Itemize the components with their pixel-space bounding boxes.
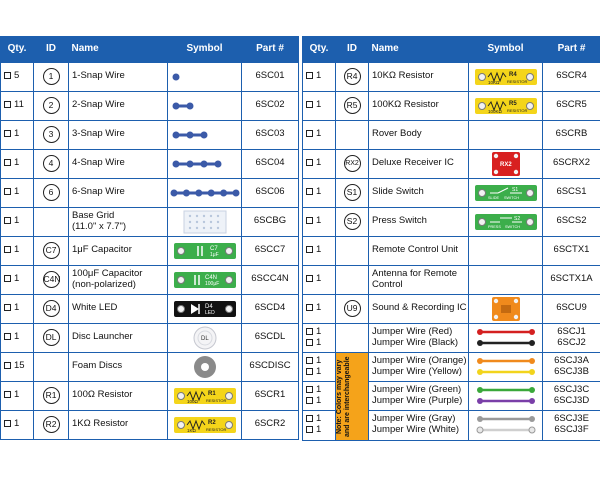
id-badge: 3: [43, 126, 60, 143]
part-name: 3-Snap Wire: [69, 120, 168, 149]
symbol-label: RESISTOR: [205, 397, 226, 403]
checkbox: [4, 275, 11, 282]
press-switch-icon: [474, 213, 538, 231]
table-row: [1, 236, 299, 265]
part-number: 6SCJ3A: [554, 354, 589, 366]
qty-value: 1: [316, 157, 322, 169]
symbol-label: R4: [508, 71, 517, 78]
snap4-icon: [170, 158, 240, 170]
qty-value: 1: [14, 302, 20, 314]
checkbox: [306, 275, 313, 282]
table-row: [303, 323, 600, 352]
qty-value: 1: [316, 128, 322, 140]
qty-value: 1: [14, 389, 20, 401]
table-row: [1, 91, 299, 120]
slide-switch-icon: [474, 184, 538, 202]
part-name: Rover Body: [369, 120, 469, 149]
table-row: [303, 62, 600, 91]
id-badge: C4N: [43, 271, 60, 288]
checkbox: [306, 357, 313, 364]
part-name: Jumper Wire (Purple): [372, 394, 463, 406]
resistor-r2-icon: [173, 416, 237, 434]
parts-table-left: [0, 36, 299, 440]
part-number: 6SCR1: [242, 381, 299, 410]
header-qty: Qty.: [1, 36, 34, 62]
checkbox: [4, 159, 11, 166]
table-row: [303, 265, 600, 294]
resistor-r1-icon: [173, 387, 237, 405]
table-row: [303, 120, 600, 149]
table-row: [303, 149, 600, 178]
checkbox: [306, 339, 313, 346]
base-grid-icon: [183, 210, 227, 234]
part-number: 6SCS1: [543, 178, 600, 207]
symbol-label: SWITCH: [504, 224, 520, 229]
header-part: Part #: [242, 36, 299, 62]
table-row: [1, 178, 299, 207]
qty-value: 1: [316, 99, 322, 111]
part-name: 2-Snap Wire: [69, 91, 168, 120]
resistor-r4-icon: [474, 68, 538, 86]
part-number: 6SCJ3C: [553, 384, 590, 396]
table-row: [1, 62, 299, 91]
symbol-label: SLIDE: [487, 195, 499, 200]
jumper-wire-icon: [474, 384, 538, 408]
header-row: [1, 36, 299, 62]
part-name: Sound & Recording IC: [369, 294, 469, 323]
checkbox: [306, 159, 313, 166]
part-number: 6SCD4: [242, 294, 299, 323]
checkbox: [4, 101, 11, 108]
part-number: 6SCU9: [543, 294, 600, 323]
qty-value: 1: [14, 418, 20, 430]
part-number: 6SCJ3B: [554, 365, 589, 377]
part-number: 6SCC7: [242, 236, 299, 265]
qty-value: 1: [316, 365, 322, 377]
qty-value: 1: [316, 354, 322, 366]
qty-value: 1: [316, 336, 322, 348]
id-badge: R2: [43, 416, 60, 433]
symbol-label: SWITCH: [503, 195, 519, 200]
checkbox: [4, 391, 11, 398]
part-number: 6SC01: [242, 62, 299, 91]
part-name-detail: (non-polarized): [72, 278, 136, 290]
jumper-wire-icon: [474, 326, 538, 350]
part-name: Disc Launcher: [69, 323, 168, 352]
checkbox: [4, 362, 11, 369]
symbol-label: RESISTOR: [205, 426, 226, 432]
symbol-label: DL: [200, 335, 209, 342]
checkbox: [306, 101, 313, 108]
checkbox: [306, 130, 313, 137]
receiver-ic-icon: [491, 151, 521, 177]
part-number: 6SC03: [242, 120, 299, 149]
symbol-label: LED: [204, 309, 215, 316]
symbol-label: 10KΩ: [487, 79, 499, 85]
checkbox: [4, 130, 11, 137]
qty-value: 1: [14, 157, 20, 169]
qty-value: 1: [316, 215, 322, 227]
qty-value: 1: [316, 70, 322, 82]
qty-value: 1: [14, 215, 20, 227]
qty-value: 1: [14, 273, 20, 285]
sound-ic-icon: [491, 296, 521, 322]
parts-table-right: [302, 36, 600, 441]
part-name: 100Ω Resistor: [69, 381, 168, 410]
jumper-wire-icon: [474, 355, 538, 379]
checkbox: [306, 328, 313, 335]
table-row: [303, 207, 600, 236]
table-row: [1, 265, 299, 294]
part-name-detail: (11.0" x 7.7"): [72, 220, 127, 232]
part-number: 6SCC4N: [242, 265, 299, 294]
table-row: [1, 120, 299, 149]
checkbox: [4, 304, 11, 311]
symbol-label: S2: [513, 215, 520, 222]
symbol-label: C7: [209, 245, 218, 252]
qty-value: 1: [14, 186, 20, 198]
resistor-r5-icon: [474, 97, 538, 115]
header-part: Part #: [543, 36, 600, 62]
qty-value: 15: [14, 360, 25, 372]
part-number: 6SCJ3D: [553, 394, 590, 406]
id-badge: U9: [344, 300, 361, 317]
part-number: 6SCDISC: [242, 352, 299, 381]
symbol-label: RESISTOR: [506, 107, 527, 113]
part-name: Jumper Wire (Black): [372, 336, 459, 348]
qty-value: 11: [14, 99, 24, 111]
id-badge: 6: [43, 184, 60, 201]
checkbox: [306, 426, 313, 433]
qty-value: 1: [316, 394, 322, 406]
checkbox: [4, 72, 11, 79]
table-row: [1, 381, 299, 410]
qty-value: 1: [316, 244, 322, 256]
table-row: [303, 91, 600, 120]
table-row: [1, 207, 299, 236]
snap6-icon: [170, 187, 240, 199]
part-name: 10KΩ Resistor: [369, 62, 469, 91]
symbol-label: R1: [207, 390, 216, 397]
symbol-label: 1KΩ: [186, 427, 196, 433]
symbol-label: RX2: [499, 161, 512, 168]
color-note: Note: Colors may vary and are interchangeable: [336, 353, 368, 440]
qty-value: 1: [316, 424, 322, 436]
id-badge: R5: [344, 97, 361, 114]
checkbox: [306, 217, 313, 224]
part-number: 6SCS2: [543, 207, 600, 236]
id-badge: R1: [43, 387, 60, 404]
part-number: 6SC04: [242, 149, 299, 178]
part-number: 6SCJ3E: [554, 413, 589, 425]
part-number: 6SCJ3F: [554, 424, 589, 436]
symbol-label: D4: [204, 303, 213, 310]
qty-value: 1: [14, 128, 20, 140]
foam-disc-icon: [192, 355, 218, 379]
symbol-label: R2: [207, 419, 216, 426]
checkbox: [306, 246, 313, 253]
part-name: Jumper Wire (Orange): [372, 354, 467, 366]
table-row: [1, 352, 299, 381]
checkbox: [306, 415, 313, 422]
table-row: [303, 294, 600, 323]
header-id: ID: [34, 36, 69, 62]
checkbox: [306, 397, 313, 404]
part-number: 6SCJ2: [557, 336, 586, 348]
id-badge: S2: [344, 213, 361, 230]
symbol-label: 100Ω: [186, 398, 198, 404]
id-badge: 4: [43, 155, 60, 172]
part-name: 100KΩ Resistor: [369, 91, 469, 120]
part-name: Antenna for Remote: [372, 267, 458, 279]
part-name: Foam Discs: [69, 352, 168, 381]
checkbox: [4, 246, 11, 253]
part-name: Jumper Wire (Red): [372, 325, 453, 337]
checkbox: [4, 188, 11, 195]
checkbox: [306, 188, 313, 195]
header-qty: Qty.: [303, 36, 336, 62]
part-number: 6SCDL: [242, 323, 299, 352]
part-number: 6SC06: [242, 178, 299, 207]
part-number: 6SCJ1: [557, 325, 586, 337]
table-row: [1, 294, 299, 323]
part-name: Jumper Wire (White): [372, 424, 460, 436]
part-number: 6SCR2: [242, 410, 299, 439]
capacitor-c4n-icon: [173, 271, 237, 289]
symbol-label: 1μF: [209, 251, 219, 258]
part-name: 1μF Capacitor: [69, 236, 168, 265]
part-name: Base Grid: [72, 209, 115, 221]
qty-value: 5: [14, 70, 20, 82]
part-name: Press Switch: [369, 207, 469, 236]
id-badge: DL: [43, 329, 60, 346]
header-id: ID: [336, 36, 369, 62]
capacitor-c7-icon: [173, 242, 237, 260]
table-row: [303, 352, 600, 381]
header-symbol: Symbol: [469, 36, 543, 62]
table-row: [1, 149, 299, 178]
id-badge: C7: [43, 242, 60, 259]
jumper-wire-icon: [474, 413, 538, 437]
qty-value: 1: [316, 384, 322, 396]
id-badge: R4: [344, 68, 361, 85]
part-number: 6SCTX1: [543, 236, 600, 265]
checkbox: [306, 72, 313, 79]
part-name: White LED: [69, 294, 168, 323]
header-symbol: Symbol: [168, 36, 242, 62]
qty-value: 1: [14, 331, 20, 343]
qty-value: 1: [316, 273, 322, 285]
checkbox: [4, 333, 11, 340]
checkbox: [306, 304, 313, 311]
part-name: 1-Snap Wire: [69, 62, 168, 91]
qty-value: 1: [316, 413, 322, 425]
symbol-label: 100μF: [204, 280, 219, 287]
table-row: [1, 323, 299, 352]
id-badge: 2: [43, 97, 60, 114]
qty-value: 1: [316, 186, 322, 198]
part-name: 6-Snap Wire: [69, 178, 168, 207]
qty-value: 1: [316, 302, 322, 314]
snap1-icon: [170, 71, 240, 83]
symbol-label: PRESS: [487, 224, 501, 229]
header-name: Name: [69, 36, 168, 62]
table-row: [1, 410, 299, 439]
part-name: 100μF Capacitor: [72, 267, 143, 279]
qty-value: 1: [14, 244, 20, 256]
part-name: Deluxe Receiver IC: [369, 149, 469, 178]
part-number: 6SCR4: [543, 62, 600, 91]
symbol-label: RESISTOR: [506, 78, 527, 84]
snap3-icon: [170, 129, 240, 141]
table-row: [303, 236, 600, 265]
symbol-label: R5: [508, 100, 517, 107]
symbol-label: 100KΩ: [487, 108, 502, 114]
symbol-label: C4N: [204, 274, 217, 281]
symbol-label: S1: [511, 186, 518, 193]
part-number: 6SC02: [242, 91, 299, 120]
part-name: Remote Control Unit: [369, 236, 469, 265]
part-name: 1KΩ Resistor: [69, 410, 168, 439]
table-row: [303, 178, 600, 207]
part-number: 6SCBG: [242, 207, 299, 236]
qty-value: 1: [316, 325, 322, 337]
id-badge: S1: [344, 184, 361, 201]
part-name: Jumper Wire (Green): [372, 384, 462, 396]
checkbox: [306, 386, 313, 393]
snap2-icon: [170, 100, 240, 112]
part-name: Jumper Wire (Yellow): [372, 365, 462, 377]
id-badge: D4: [43, 300, 60, 317]
checkbox: [4, 420, 11, 427]
part-number: 6SCR5: [543, 91, 600, 120]
part-number: 6SCRB: [543, 120, 600, 149]
header-name: Name: [369, 36, 469, 62]
header-row: [303, 36, 600, 62]
id-badge: 1: [43, 68, 60, 85]
id-badge: RX2: [344, 155, 361, 172]
part-name: Slide Switch: [369, 178, 469, 207]
part-number: 6SCTX1A: [543, 265, 600, 294]
checkbox: [306, 368, 313, 375]
checkbox: [4, 217, 11, 224]
part-name-detail: Control: [372, 278, 403, 290]
part-name: Jumper Wire (Gray): [372, 413, 456, 425]
part-name: 4-Snap Wire: [69, 149, 168, 178]
part-number: 6SCRX2: [543, 149, 600, 178]
disc-launcher-icon: [192, 326, 218, 350]
led-d4-icon: [173, 300, 237, 318]
